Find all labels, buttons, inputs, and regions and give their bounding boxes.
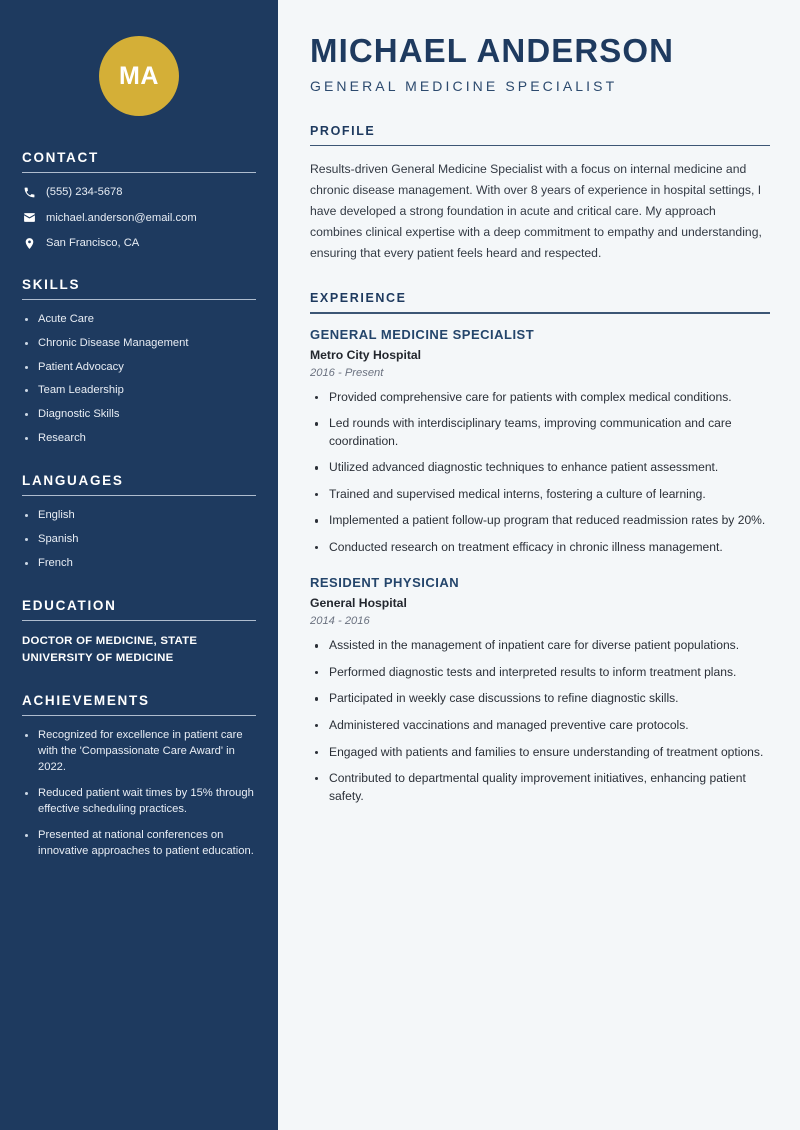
contact-email-value: michael.anderson@email.com — [46, 211, 197, 224]
list-item: Reduced patient wait times by 15% through effective scheduling practices. — [22, 786, 256, 818]
profile-heading: PROFILE — [310, 123, 376, 138]
profile-divider — [310, 145, 770, 146]
job-company: Metro City Hospital — [310, 347, 422, 362]
sidebar — [0, 0, 278, 1130]
list-item: Chronic Disease Management — [22, 336, 256, 352]
list-item: Contributed to departmental quality improvement initiatives, enhancing patient safety. — [310, 770, 770, 805]
sidebar-section-education — [22, 598, 256, 667]
achievements-divider — [22, 715, 256, 716]
languages-divider — [22, 495, 256, 496]
section-profile — [310, 124, 770, 264]
map-pin-icon — [22, 237, 36, 250]
contact-phone-value: (555) 234-5678 — [46, 186, 123, 198]
skills-list — [22, 312, 256, 447]
experience-divider — [310, 312, 770, 313]
contact-heading: CONTACT — [22, 150, 99, 165]
list-item: Implemented a patient follow-up program that reduced readmission rates by 20%. — [310, 512, 770, 530]
achievements-heading: ACHIEVEMENTS — [22, 693, 150, 709]
list-item: Team Leadership — [22, 383, 256, 399]
list-item: French — [22, 556, 256, 572]
job-bullet-list — [310, 389, 770, 557]
education-divider — [22, 620, 256, 621]
list-item: Utilized advanced diagnostic techniques to enhance patient assessment. — [310, 459, 770, 477]
list-item: Participated in weekly case discussions to refine diagnostic skills. — [310, 690, 770, 708]
list-item: Diagnostic Skills — [22, 407, 256, 423]
experience-entry — [310, 327, 770, 557]
job-bullet-list — [310, 637, 770, 805]
sidebar-section-languages — [22, 473, 256, 572]
experience-entry — [310, 575, 770, 805]
list-item: Provided comprehensive care for patients with complex medical conditions. — [310, 389, 770, 407]
list-item: Led rounds with interdisciplinary teams, improving communication and care coordination. — [310, 415, 770, 450]
contact-row-location[interactable] — [22, 236, 256, 251]
skills-divider — [22, 299, 256, 300]
contact-row-phone[interactable] — [22, 185, 256, 200]
profile-text: Results-driven General Medicine Specialist with a focus on internal medicine and chronic disease management. With over 8 years of experience in hospital settings, I have developed a strong foundation in acute and critical care. My approach combines clinical expertise with a deep commitment to empathy and understanding, ensuring that every patient feels heard and respected. — [310, 162, 762, 261]
avatar: MA — [99, 36, 179, 116]
languages-heading: LANGUAGES — [22, 473, 124, 489]
sidebar-section-contact — [22, 150, 256, 251]
contact-divider — [22, 172, 256, 173]
job-dates: 2014 - 2016 — [310, 615, 370, 628]
list-item: Research — [22, 431, 256, 447]
education-entry: DOCTOR OF MEDICINE, STATE UNIVERSITY OF MEDICINE — [22, 634, 198, 664]
list-item: Patient Advocacy — [22, 360, 256, 376]
job-role: RESIDENT PHYSICIAN — [310, 575, 460, 591]
list-item: Recognized for excellence in patient care with the 'Compassionate Care Award' in 2022. — [22, 728, 256, 776]
main-content — [278, 0, 800, 1130]
list-item: Acute Care — [22, 312, 256, 328]
envelope-icon — [22, 211, 36, 224]
phone-icon — [22, 186, 36, 199]
list-item: Trained and supervised medical interns, fostering a culture of learning. — [310, 486, 770, 504]
page-title: MICHAEL ANDERSON — [310, 32, 675, 69]
achievements-list — [22, 728, 256, 859]
job-dates: 2016 - Present — [310, 366, 384, 379]
languages-list — [22, 508, 256, 572]
list-item: Assisted in the management of inpatient care for diverse patient populations. — [310, 637, 770, 655]
avatar-container — [22, 0, 256, 150]
list-item: Performed diagnostic tests and interpreted results to inform treatment plans. — [310, 664, 770, 682]
section-experience — [310, 291, 770, 805]
list-item: Engaged with patients and families to ensure understanding of treatment options. — [310, 744, 770, 762]
job-company: General Hospital — [310, 596, 407, 611]
professional-title: GENERAL MEDICINE SPECIALIST — [310, 77, 618, 94]
list-item: Administered vaccinations and managed preventive care protocols. — [310, 717, 770, 735]
list-item: Conducted research on treatment efficacy in chronic illness management. — [310, 539, 770, 557]
education-heading: EDUCATION — [22, 597, 117, 613]
list-item: Presented at national conferences on innovative approaches to patient education. — [22, 828, 256, 860]
list-item: English — [22, 508, 256, 524]
contact-row-email[interactable] — [22, 211, 256, 226]
experience-heading: EXPERIENCE — [310, 291, 407, 306]
job-role: GENERAL MEDICINE SPECIALIST — [310, 326, 535, 342]
sidebar-section-achievements — [22, 693, 256, 859]
sidebar-section-skills — [22, 277, 256, 447]
skills-heading: SKILLS — [22, 276, 81, 292]
contact-location-value: San Francisco, CA — [46, 237, 140, 250]
list-item: Spanish — [22, 532, 256, 548]
